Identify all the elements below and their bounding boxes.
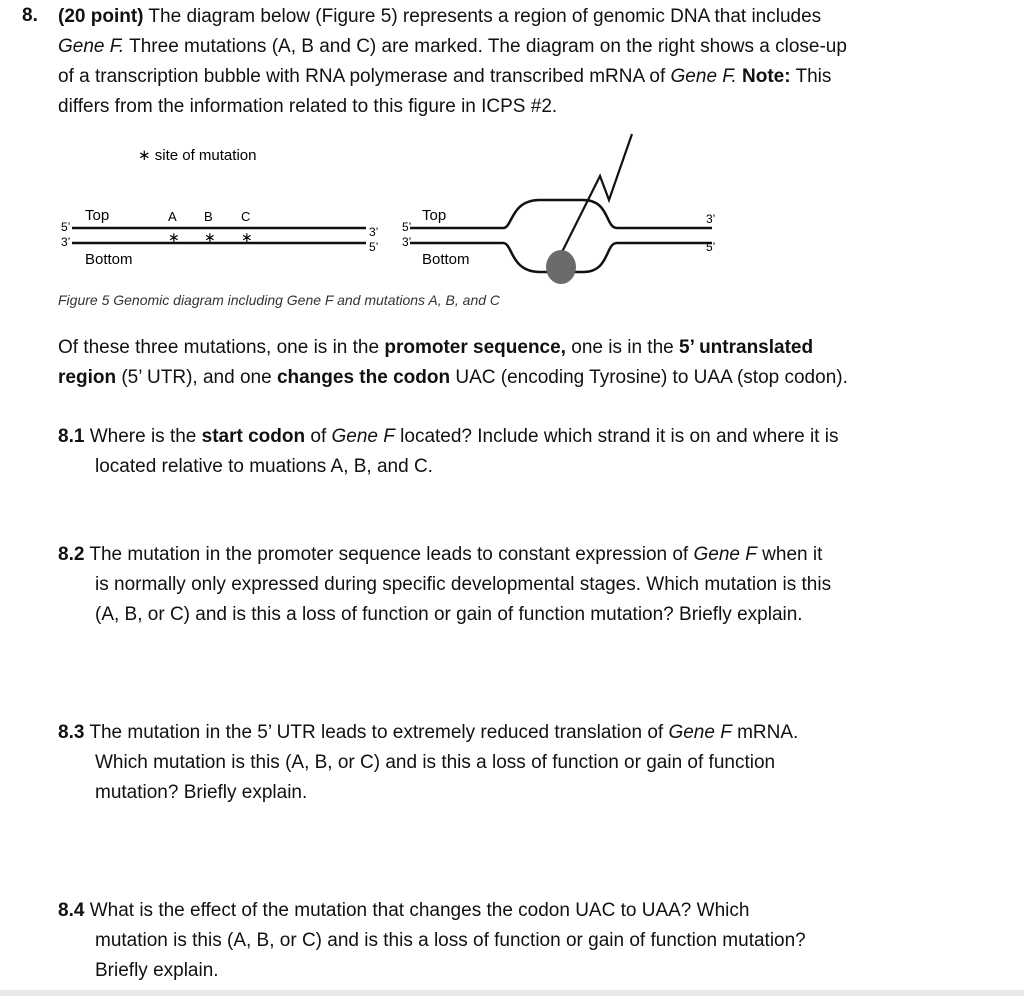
figure-caption: Figure 5 Genomic diagram including Gene F and mutations A, B, and C <box>58 292 501 308</box>
five-prime-label: 5’ <box>706 240 716 254</box>
text-segment: UAC (encoding Tyrosine) to UAA (stop codon). <box>450 367 848 388</box>
mutation-a-label: A <box>168 209 177 224</box>
text-segment: Gene F. <box>58 36 125 57</box>
text-segment: This <box>790 66 832 87</box>
top-strand-label: Top <box>422 207 447 224</box>
context-line <box>58 336 813 360</box>
text-segment: Which mutation is this (A, B, or C) and is this a loss of function or gain of function <box>95 752 776 773</box>
text-segment: located relative to muations A, B, and C. <box>95 456 433 477</box>
context-line <box>58 366 848 390</box>
q8-4-line <box>58 899 749 923</box>
top-strand <box>410 200 712 228</box>
text-segment: of <box>305 426 332 447</box>
five-prime-label: 5’ <box>402 220 412 234</box>
text-segment: Gene F. <box>670 66 737 87</box>
legend-text: ∗ site of mutation <box>138 147 257 164</box>
bottom-edge <box>0 990 1024 996</box>
text-segment: one is in the <box>565 337 679 358</box>
genomic-dna-diagram <box>61 207 378 268</box>
text-segment: 5’ untranslated <box>679 337 814 358</box>
text-segment: Note: <box>742 66 791 87</box>
text-segment: Briefly explain. <box>95 960 219 981</box>
three-prime-label: 3’ <box>369 225 379 239</box>
text-segment: 8.4 <box>58 900 85 921</box>
text-segment: mRNA. <box>731 722 799 743</box>
mutation-b-asterisk: ∗ <box>204 229 216 245</box>
text-segment: (5’ UTR), and one <box>116 367 277 388</box>
mutation-c-asterisk: ∗ <box>241 229 253 245</box>
text-segment: (A, B, or C) and is this a loss of function or gain of function mutation? Briefly explain. <box>95 604 803 625</box>
text-segment: changes the codon <box>276 367 451 388</box>
text-segment: promoter sequence, <box>384 337 566 358</box>
text-segment: is normally only expressed during specific developmental stages. Which mutation is this <box>95 574 832 595</box>
bottom-strand-label: Bottom <box>85 251 133 268</box>
q8-3-line <box>95 781 307 805</box>
text-segment: located? Include which strand it is on and where it is <box>394 426 839 447</box>
q8-4-line <box>95 929 806 953</box>
text-segment: Of these three mutations, one is in the <box>58 337 385 358</box>
text-segment: The mutation in the promoter sequence leads to constant expression of <box>84 544 694 565</box>
text-segment: Gene F <box>693 544 757 565</box>
text-segment: when it <box>756 544 823 565</box>
text-segment: Three mutations (A, B and C) are marked. The diagram on the right shows a close-up <box>124 36 847 57</box>
five-prime-label: 5’ <box>61 220 71 234</box>
text-segment: mutation? Briefly explain. <box>95 782 308 803</box>
three-prime-label: 3’ <box>402 235 412 249</box>
text-segment: start codon <box>201 426 306 447</box>
transcription-bubble-diagram <box>402 134 715 284</box>
text-segment: The diagram below (Figure 5) represents a region of genomic DNA that includes <box>143 6 822 27</box>
mutation-b-label: B <box>204 209 213 224</box>
q8-1-line <box>58 425 838 449</box>
question-number: 8. <box>22 5 38 26</box>
rna-polymerase <box>546 250 576 284</box>
text-segment: of a transcription bubble with RNA polymerase and transcribed mRNA of <box>58 66 671 87</box>
text-segment: What is the effect of the mutation that changes the codon UAC to UAA? Which <box>84 900 750 921</box>
q8-4-line <box>95 959 219 983</box>
q8-2-line <box>58 543 822 567</box>
text-segment: region <box>58 367 117 388</box>
text-segment: The mutation in the 5’ UTR leads to extremely reduced translation of <box>84 722 669 743</box>
text-segment: differs from the information related to this figure in ICPS #2. <box>58 96 558 117</box>
text-segment: Gene F <box>668 722 732 743</box>
q8-2-line <box>95 603 803 627</box>
q8-2-line <box>95 573 831 597</box>
q8-3-line <box>95 751 775 775</box>
text-segment: Where is the <box>84 426 202 447</box>
bottom-strand-label: Bottom <box>422 251 470 268</box>
five-prime-label: 5’ <box>369 240 379 254</box>
q8-3-line <box>58 721 798 745</box>
q8-1-line <box>95 455 433 479</box>
three-prime-label: 3’ <box>61 235 71 249</box>
genomic-diagram <box>0 0 1024 320</box>
three-prime-label: 3’ <box>706 212 716 226</box>
top-strand-label: Top <box>85 207 110 224</box>
text-segment: Gene F <box>331 426 395 447</box>
mutation-a-asterisk: ∗ <box>168 229 180 245</box>
text-segment: (20 point) <box>58 6 144 27</box>
mrna-transcript <box>561 134 632 254</box>
mutation-c-label: C <box>241 209 251 224</box>
text-segment: 8.2 <box>58 544 85 565</box>
text-segment: mutation is this (A, B, or C) and is this a loss of function or gain of function mutation? <box>95 930 806 951</box>
text-segment: 8.3 <box>58 722 85 743</box>
text-segment: 8.1 <box>58 426 85 447</box>
